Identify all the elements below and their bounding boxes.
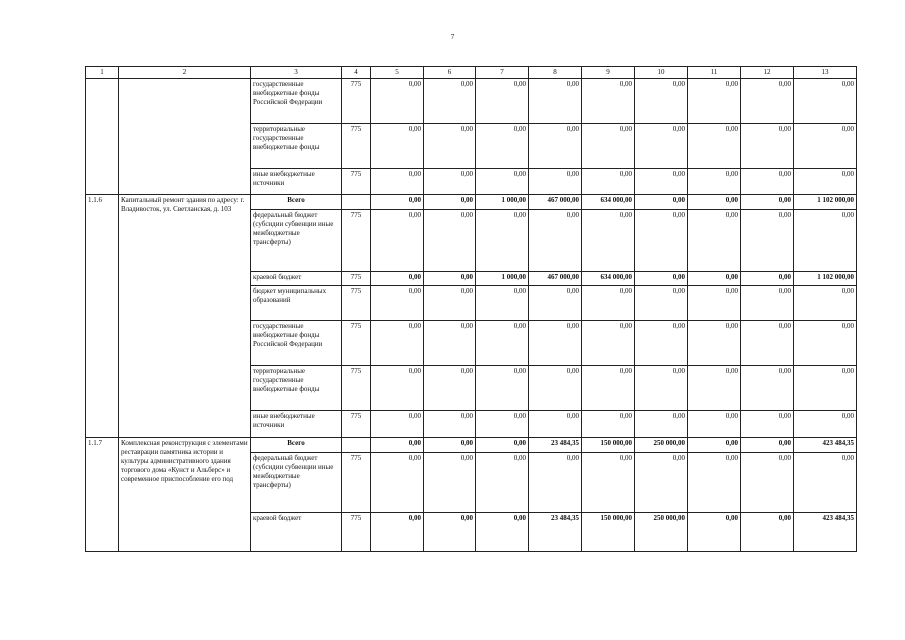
amount-cell: 0,00 [688,124,741,169]
amount-cell: 0,00 [371,286,424,321]
amount-cell: 0,00 [635,286,688,321]
item-index: 1.1.7 [86,438,119,552]
amount-cell: 0,00 [741,453,794,513]
amount-cell: 0,00 [635,411,688,438]
amount-cell: 250 000,00 [635,438,688,453]
budget-table [85,66,857,552]
amount-cell: 0,00 [688,169,741,195]
amount-cell: 0,00 [794,321,857,366]
amount-cell: 0,00 [476,453,529,513]
amount-cell: 0,00 [688,321,741,366]
amount-cell: 0,00 [582,124,635,169]
amount-cell: 150 000,00 [582,438,635,453]
amount-cell: 0,00 [529,453,582,513]
page-number: 7 [450,33,455,41]
amount-cell: 0,00 [476,169,529,195]
amount-cell: 0,00 [688,453,741,513]
budget-code: 775 [342,286,371,321]
budget-code: 775 [342,453,371,513]
amount-cell: 0,00 [371,79,424,124]
funding-source: территориальные государственные внебюджетные фонды [251,366,342,411]
amount-cell: 0,00 [529,411,582,438]
budget-code: 775 [342,124,371,169]
funding-source: бюджет муниципальных образований [251,286,342,321]
amount-cell: 0,00 [371,411,424,438]
amount-cell: 0,00 [424,169,476,195]
column-header: 8 [529,67,582,79]
amount-cell: 0,00 [688,286,741,321]
column-header: 3 [251,67,342,79]
budget-code: 775 [342,169,371,195]
amount-cell: 0,00 [794,124,857,169]
amount-cell: 0,00 [529,79,582,124]
column-header: 7 [476,67,529,79]
budget-code: 775 [342,79,371,124]
amount-cell: 0,00 [476,513,529,552]
budget-code: 775 [342,411,371,438]
column-header: 1 [86,67,119,79]
amount-cell: 0,00 [688,513,741,552]
item-index [86,79,119,195]
budget-code [342,438,371,453]
amount-cell: 0,00 [424,411,476,438]
column-header: 11 [688,67,741,79]
amount-cell: 0,00 [741,169,794,195]
amount-cell: 1 000,00 [476,272,529,286]
amount-cell: 0,00 [741,124,794,169]
amount-cell: 0,00 [529,321,582,366]
column-header: 12 [741,67,794,79]
amount-cell: 0,00 [582,169,635,195]
item-name: Комплексная реконструкция с элементами реставрации памятника истории и культуры административного здания торгового дома «Кунст и Альберс» и современное приспособление его под [119,438,251,552]
amount-cell: 0,00 [635,124,688,169]
amount-cell: 0,00 [371,366,424,411]
funding-source: Всего [251,195,342,210]
amount-cell: 0,00 [635,453,688,513]
amount-cell: 23 484,35 [529,513,582,552]
amount-cell: 467 000,00 [529,272,582,286]
amount-cell: 0,00 [582,366,635,411]
amount-cell: 0,00 [741,79,794,124]
item-name [119,79,251,195]
budget-code: 775 [342,513,371,552]
amount-cell: 0,00 [529,124,582,169]
column-header: 6 [424,67,476,79]
amount-cell: 0,00 [635,321,688,366]
amount-cell: 0,00 [794,286,857,321]
funding-source: краевой бюджет [251,513,342,552]
amount-cell: 0,00 [424,79,476,124]
amount-cell: 0,00 [688,438,741,453]
amount-cell: 0,00 [371,124,424,169]
budget-code [342,195,371,210]
amount-cell: 0,00 [741,438,794,453]
column-header: 4 [342,67,371,79]
amount-cell: 0,00 [582,411,635,438]
amount-cell: 0,00 [688,210,741,272]
amount-cell: 0,00 [371,195,424,210]
funding-source: федеральный бюджет (субсидии субвенции иные межбюджетные трансферты) [251,210,342,272]
column-header: 10 [635,67,688,79]
amount-cell: 150 000,00 [582,513,635,552]
amount-cell: 0,00 [741,195,794,210]
amount-cell: 0,00 [529,366,582,411]
amount-cell: 0,00 [794,453,857,513]
amount-cell: 23 484,35 [529,438,582,453]
amount-cell: 0,00 [476,321,529,366]
amount-cell: 0,00 [476,438,529,453]
amount-cell: 0,00 [741,321,794,366]
amount-cell: 634 000,00 [582,272,635,286]
amount-cell: 0,00 [476,411,529,438]
amount-cell: 0,00 [371,438,424,453]
amount-cell: 0,00 [741,366,794,411]
amount-cell: 0,00 [371,272,424,286]
amount-cell: 0,00 [529,286,582,321]
amount-cell: 0,00 [635,195,688,210]
amount-cell: 0,00 [371,210,424,272]
budget-code: 775 [342,366,371,411]
amount-cell: 0,00 [794,169,857,195]
amount-cell: 0,00 [688,195,741,210]
amount-cell: 250 000,00 [635,513,688,552]
amount-cell: 0,00 [424,195,476,210]
funding-source: Всего [251,438,342,453]
amount-cell: 0,00 [794,210,857,272]
amount-cell: 634 000,00 [582,195,635,210]
amount-cell: 0,00 [424,286,476,321]
amount-cell: 0,00 [688,366,741,411]
amount-cell: 0,00 [424,453,476,513]
table-row [86,438,857,453]
amount-cell: 0,00 [741,411,794,438]
amount-cell: 0,00 [741,513,794,552]
budget-code: 775 [342,321,371,366]
amount-cell: 1 102 000,00 [794,272,857,286]
amount-cell: 0,00 [476,210,529,272]
amount-cell: 0,00 [635,169,688,195]
amount-cell: 0,00 [424,210,476,272]
amount-cell: 0,00 [582,210,635,272]
amount-cell: 0,00 [635,79,688,124]
item-index: 1.1.6 [86,195,119,438]
amount-cell: 0,00 [794,411,857,438]
column-header: 5 [371,67,424,79]
funding-source: государственные внебюджетные фонды Российской Федерации [251,321,342,366]
amount-cell: 0,00 [688,272,741,286]
budget-code: 775 [342,272,371,286]
amount-cell: 0,00 [741,272,794,286]
column-header: 13 [794,67,857,79]
amount-cell: 0,00 [741,210,794,272]
item-name: Капитальный ремонт здания по адресу: г. Владивосток, ул. Светланская, д. 103 [119,195,251,438]
amount-cell: 0,00 [371,453,424,513]
amount-cell: 0,00 [794,79,857,124]
funding-source: федеральный бюджет (субсидии субвенции иные межбюджетные трансферты) [251,453,342,513]
amount-cell: 0,00 [582,286,635,321]
amount-cell: 0,00 [476,124,529,169]
amount-cell: 1 000,00 [476,195,529,210]
amount-cell: 0,00 [371,169,424,195]
amount-cell: 0,00 [582,79,635,124]
header-row [86,67,857,79]
funding-source: иные внебюджетные источники [251,169,342,195]
amount-cell: 423 484,35 [794,513,857,552]
amount-cell: 0,00 [424,366,476,411]
amount-cell: 0,00 [476,79,529,124]
amount-cell: 0,00 [582,453,635,513]
amount-cell: 0,00 [794,366,857,411]
amount-cell: 0,00 [476,286,529,321]
amount-cell: 0,00 [476,366,529,411]
amount-cell: 0,00 [635,210,688,272]
funding-source: государственные внебюджетные фонды Российской Федерации [251,79,342,124]
table-row [86,195,857,210]
amount-cell: 0,00 [635,272,688,286]
amount-cell: 0,00 [371,513,424,552]
amount-cell: 0,00 [688,411,741,438]
amount-cell: 0,00 [424,272,476,286]
amount-cell: 0,00 [424,513,476,552]
amount-cell: 1 102 000,00 [794,195,857,210]
amount-cell: 0,00 [582,321,635,366]
amount-cell: 0,00 [424,438,476,453]
budget-code: 775 [342,210,371,272]
amount-cell: 0,00 [424,321,476,366]
amount-cell: 467 000,00 [529,195,582,210]
column-header: 2 [119,67,251,79]
column-header: 9 [582,67,635,79]
amount-cell: 0,00 [529,169,582,195]
amount-cell: 0,00 [424,124,476,169]
amount-cell: 0,00 [635,366,688,411]
amount-cell: 0,00 [371,321,424,366]
table-row [86,79,857,124]
amount-cell: 0,00 [529,210,582,272]
funding-source: иные внебюджетные источники [251,411,342,438]
funding-source: территориальные государственные внебюджетные фонды [251,124,342,169]
amount-cell: 0,00 [741,286,794,321]
amount-cell: 0,00 [688,79,741,124]
funding-source: краевой бюджет [251,272,342,286]
amount-cell: 423 484,35 [794,438,857,453]
